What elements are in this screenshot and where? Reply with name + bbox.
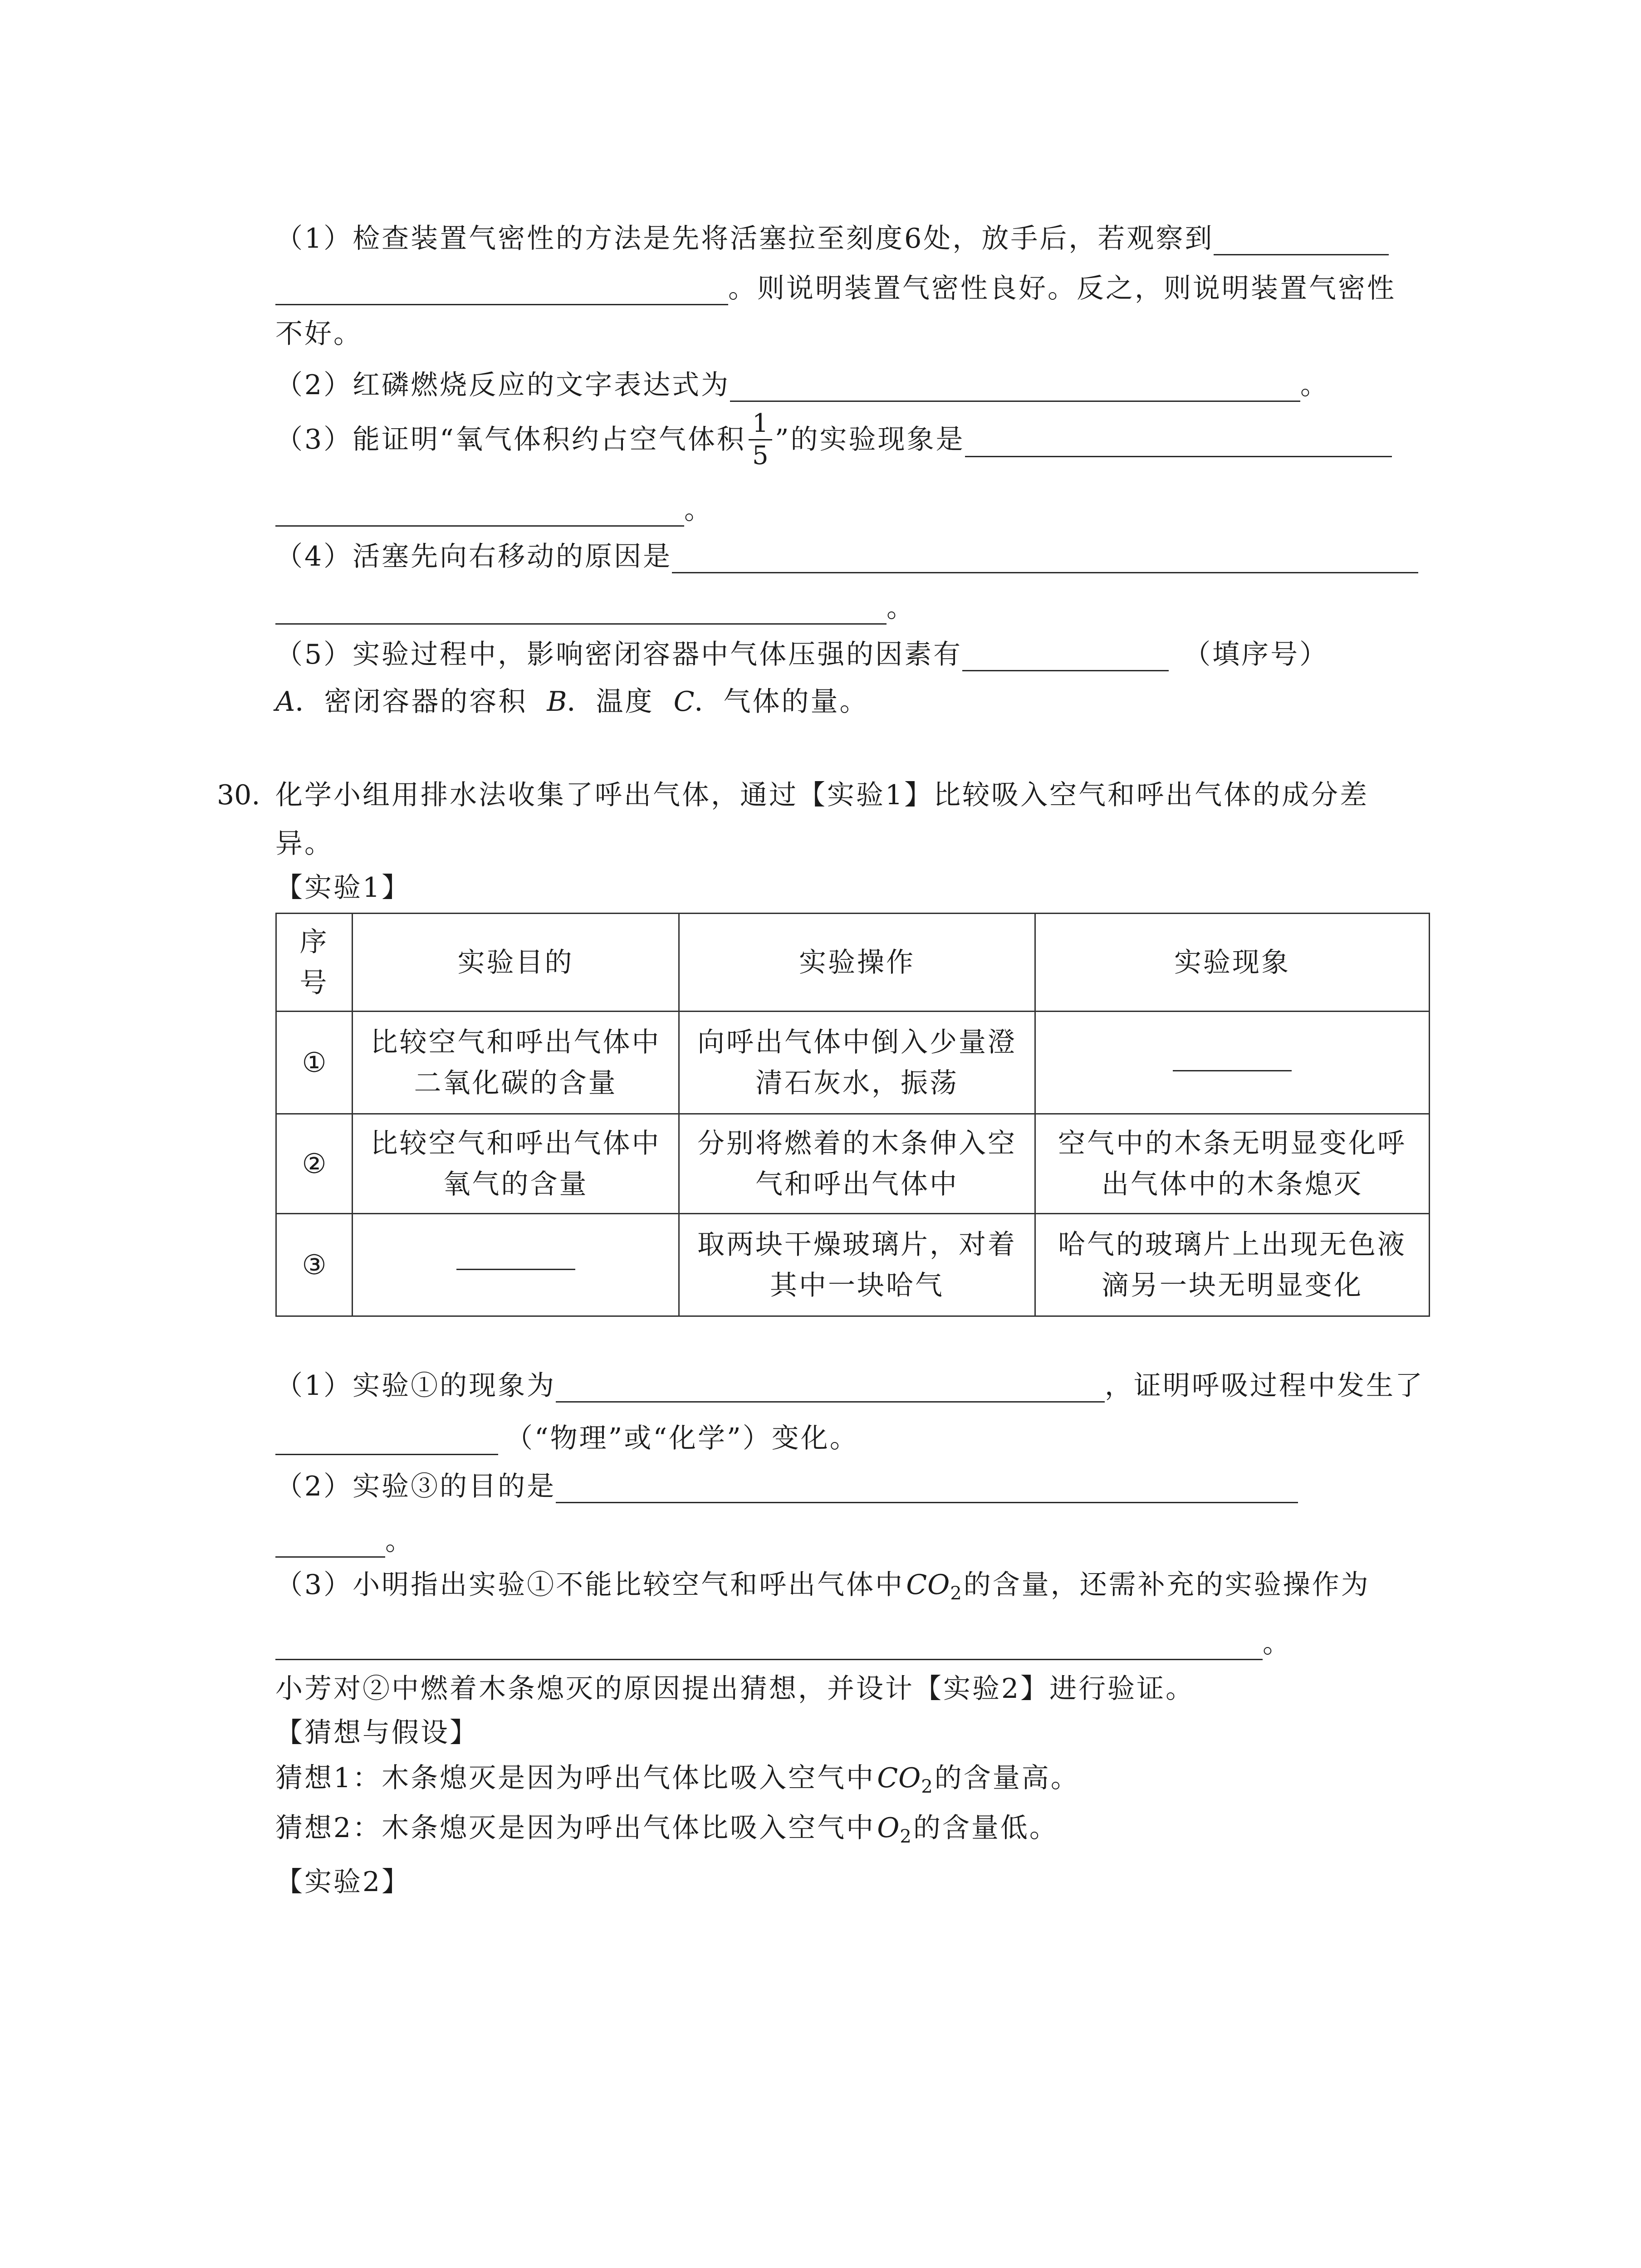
row2-no-text: ② (302, 1148, 327, 1180)
experiment1-title: 【实验1】 (275, 872, 411, 904)
row3-phenomenon-line1: 哈气的玻璃片上出现无色液 (1058, 1228, 1406, 1261)
q29-part5-options (275, 684, 878, 720)
hypothesis-title: 【猜想与假设】 (275, 1717, 479, 1749)
q29-part1-continuation: 不好。 (275, 318, 362, 350)
answer-blank (275, 1420, 498, 1455)
formula-subscript: 2 (950, 1583, 962, 1604)
row3-operation-line1: 取两块干燥玻璃片，对着 (697, 1228, 1017, 1261)
q30-sub2-line2 (275, 1523, 414, 1559)
row1-purpose (353, 1012, 679, 1114)
hypothesis-1-text: 猜想1：木条熄灭是因为呼出气体比吸入空气中 (275, 1762, 876, 1794)
q29-part1-text: （1）检查装置气密性的方法是先将活塞拉至刻度6处，放手后，若观察到 (275, 223, 1214, 254)
row3-purpose (353, 1214, 679, 1316)
period: 。 (684, 494, 713, 526)
period: 。 (1300, 369, 1329, 401)
row1-operation-line1: 向呼出气体中倒入少量澄 (697, 1026, 1017, 1058)
q30-sub1-continuation: （“物理”或“化学”）变化。 (505, 1422, 859, 1454)
answer-blank (730, 367, 1300, 402)
answer-blank (962, 636, 1169, 671)
answer-blank (275, 270, 728, 305)
period: 。 (1263, 1628, 1292, 1659)
row3-phenomenon-line2: 滴另一块无明显变化 (1102, 1269, 1363, 1301)
row2-purpose-line2: 氧气的含量 (443, 1168, 588, 1200)
answer-blank (556, 1468, 1298, 1503)
q29-part5-text: （5）实验过程中，影响密闭容器中气体压强的因素有 (275, 639, 963, 670)
row2-phenomenon (1035, 1114, 1430, 1214)
row3-operation-line2: 其中一块哈气 (770, 1269, 944, 1301)
header-purpose-text: 实验目的 (457, 946, 574, 978)
hypothesis-1-text-after: 的含量高。 (934, 1762, 1080, 1794)
table-row (276, 1114, 1430, 1214)
question-number: 30. (217, 779, 260, 811)
q29-part1-text-after: 。则说明装置气密性良好。反之，则说明装置气密性 (728, 273, 1396, 304)
answer-blank (275, 492, 684, 527)
table-header-row (276, 914, 1430, 1012)
q30-sub3-text: （3）小明指出实验①不能比较空气和呼出气体中 (275, 1569, 905, 1601)
q30-intro-text: 化学小组用排水法收集了呼出气体，通过【实验1】比较吸入空气和呼出气体的成分差 (275, 779, 1369, 811)
q29-part4-line1 (275, 538, 1418, 575)
formula-subscript: 2 (921, 1776, 933, 1797)
q30-sub1-line2 (275, 1420, 859, 1457)
q30-sub1-line1 (275, 1368, 1424, 1404)
q29-part3-text-after: ”的实验现象是 (774, 424, 965, 455)
hypothesis-2-text-after: 的含量低。 (913, 1812, 1058, 1844)
row1-no-text: ① (302, 1046, 327, 1079)
row1-no (276, 1012, 353, 1114)
row1-phenomenon (1035, 1012, 1430, 1114)
answer-blank (275, 1523, 385, 1558)
row1-purpose-line2: 二氧化碳的含量 (414, 1067, 617, 1099)
row3-no-text: ③ (302, 1249, 327, 1281)
option-a (275, 686, 527, 718)
row3-no (276, 1214, 353, 1316)
row1-operation (679, 1012, 1035, 1114)
formula-o2 (877, 1812, 911, 1847)
q29-part4-text: （4）活塞先向右移动的原因是 (275, 541, 672, 572)
row2-phenomenon-line1: 空气中的木条无明显变化呼 (1058, 1127, 1406, 1159)
hypothesis-2-text: 猜想2：木条熄灭是因为呼出气体比吸入空气中 (275, 1812, 876, 1844)
table-row (276, 1214, 1430, 1316)
option-c (674, 686, 869, 718)
experiment2-title: 【实验2】 (275, 1866, 411, 1898)
q29-part1-line2 (275, 270, 1396, 307)
q29-part1-line1 (275, 220, 1389, 257)
period: 。 (385, 1525, 414, 1557)
answer-blank (275, 590, 887, 625)
header-purpose (353, 914, 679, 1012)
q30-sub3-line2 (275, 1625, 1292, 1662)
hypothesis-2 (275, 1810, 1058, 1846)
q29-part5-hint: （填序号） (1183, 639, 1329, 670)
q30-paragraph: 小芳对②中燃着木条熄灭的原因提出猜想，并设计【实验2】进行验证。 (275, 1673, 1195, 1705)
option-b (547, 686, 654, 718)
q30-sub2-line1 (275, 1468, 1298, 1505)
q30-sub1-text: （1）实验①的现象为 (275, 1370, 556, 1402)
header-operation (679, 914, 1035, 1012)
formula-base: CO (877, 1762, 921, 1794)
formula-base: O (877, 1812, 900, 1844)
answer-blank (965, 422, 1392, 457)
table-row (276, 1012, 1430, 1114)
header-operation-text: 实验操作 (799, 946, 915, 978)
hypothesis-1 (275, 1760, 1080, 1796)
header-phenomenon (1035, 914, 1430, 1012)
q30-sub3-text-after: 的含量，还需补充的实验操作为 (963, 1569, 1370, 1601)
option-c-text: ．气体的量。 (694, 686, 869, 718)
q29-part4-line2 (275, 590, 916, 626)
row3-phenomenon (1035, 1214, 1430, 1316)
option-b-text: ．温度 (567, 686, 654, 718)
option-b-letter: B (547, 686, 567, 718)
formula-co2 (877, 1762, 933, 1797)
q30-sub3-line1 (275, 1567, 1370, 1603)
option-c-letter: C (673, 686, 695, 718)
row2-phenomenon-line2: 出气体中的木条熄灭 (1102, 1168, 1363, 1200)
row2-operation (679, 1114, 1035, 1214)
row2-purpose (353, 1114, 679, 1214)
header-no-line2: 号 (299, 967, 329, 999)
answer-blank (456, 1269, 575, 1270)
formula-subscript: 2 (900, 1826, 911, 1847)
q30-sub1-text-after: ，证明呼吸过程中发生了 (1105, 1370, 1424, 1402)
q30-sub2-text: （2）实验③的目的是 (275, 1471, 556, 1502)
row2-operation-line1: 分别将燃着的木条伸入空 (697, 1127, 1017, 1159)
q29-part2-line (275, 367, 1329, 403)
header-no (276, 914, 353, 1012)
period: 。 (887, 592, 916, 624)
header-phenomenon-text: 实验现象 (1174, 946, 1290, 978)
q30-intro-line2: 异。 (275, 828, 333, 860)
row2-no (276, 1114, 353, 1214)
q29-part2-text: （2）红磷燃烧反应的文字表达式为 (275, 369, 730, 401)
row2-purpose-line1: 比较空气和呼出气体中 (370, 1127, 661, 1159)
row1-purpose-line1: 比较空气和呼出气体中 (370, 1026, 661, 1058)
fraction-one-fifth (749, 408, 772, 471)
fraction-denominator: 5 (752, 440, 769, 470)
q29-part3-line1 (275, 403, 1392, 476)
answer-blank (275, 1625, 1263, 1660)
answer-blank (1173, 1070, 1292, 1071)
formula-base: CO (906, 1569, 950, 1601)
experiment1-table (275, 913, 1430, 1317)
option-a-letter: A (275, 686, 295, 718)
fraction-numerator: 1 (752, 408, 769, 438)
row2-operation-line2: 气和呼出气体中 (755, 1168, 959, 1200)
q29-part5-line (275, 636, 1328, 673)
option-a-text: ．密闭容器的容积 (295, 686, 528, 718)
row1-operation-line2: 清石灰水，振荡 (755, 1067, 959, 1099)
answer-blank (1214, 220, 1389, 255)
q29-part3-line2 (275, 492, 713, 528)
header-no-line1: 序 (299, 926, 329, 958)
answer-blank (672, 538, 1418, 573)
answer-blank (556, 1368, 1105, 1403)
row3-operation (679, 1214, 1035, 1316)
formula-co2 (906, 1569, 962, 1604)
q30-intro-line1 (217, 777, 1369, 813)
q29-part3-text: （3）能证明“氧气体积约占空气体积 (275, 424, 746, 455)
